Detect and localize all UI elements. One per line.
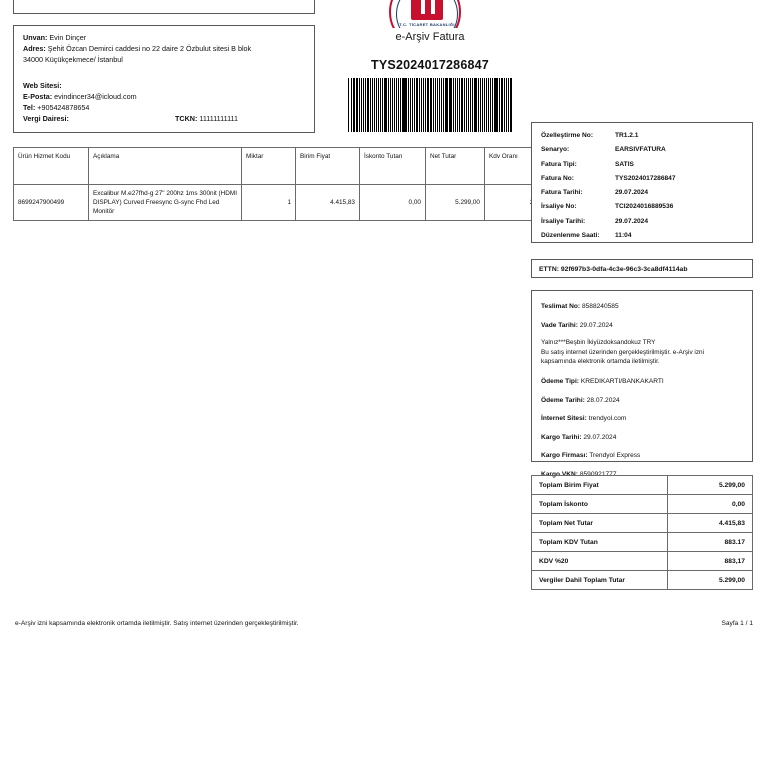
payment-type-label: Ödeme Tipi:	[541, 377, 579, 385]
shipping-date-label: Kargo Tarihi:	[541, 433, 582, 441]
buyer-tckn-value: 11111111111	[199, 114, 238, 124]
totals-row	[532, 495, 753, 514]
buyer-address-line2: 34000 Küçükçekmece/ İstanbul	[23, 55, 123, 65]
buyer-title-label: Unvan:	[23, 33, 48, 42]
totals-body	[532, 476, 753, 590]
meta-value: 11:04	[615, 232, 632, 240]
totals-label: Toplam KDV Tutan	[532, 533, 668, 552]
website-row	[541, 410, 743, 429]
shipping-company-label: Kargo Firması:	[541, 452, 588, 460]
cell-unit-price: 4.415,83	[296, 185, 360, 221]
meta-value: 29.07.2024	[615, 217, 649, 225]
payment-date-row	[541, 392, 743, 411]
meta-key: Özelleştirme No:	[541, 132, 594, 139]
col-header-net: Net Tutar	[426, 148, 485, 185]
meta-key: Fatura Tarihi:	[541, 189, 583, 197]
meta-row	[541, 215, 743, 229]
invoice-number-heading: TYS2024017286847	[371, 58, 489, 72]
totals-amount: 5.299,00	[668, 476, 753, 495]
table-row	[14, 185, 597, 221]
meta-row	[541, 200, 743, 214]
delivery-number-label: Teslimat No:	[541, 303, 581, 310]
logo-arc-text: T.C. TİCARET BAKANLIĞI	[399, 22, 455, 27]
line-items-table	[13, 147, 597, 221]
buyer-tckn-label: TCKN:	[175, 114, 198, 124]
cell-product-code: 8699247900499	[14, 185, 89, 221]
due-date-value: 29.07.2024	[579, 321, 613, 329]
payment-type-value: KREDIKARTI/BANKAKARTI	[580, 377, 664, 385]
meta-value: TYS2024017286847	[615, 174, 676, 182]
seller-info-box	[13, 0, 315, 14]
col-header-vatrate: Kdv Oranı	[485, 148, 542, 185]
totals-amount: 0,00	[668, 495, 753, 514]
website-label: İnternet Sitesi:	[541, 415, 587, 423]
buyer-taxoffice-tckn-row	[23, 113, 305, 124]
buyer-taxoffice-label: Vergi Dairesi:	[23, 114, 69, 124]
ettn-box	[531, 259, 753, 278]
delivery-number-row	[541, 298, 743, 317]
totals-row	[532, 571, 753, 590]
col-header-qty: Miktar	[242, 148, 296, 185]
totals-row	[532, 552, 753, 571]
buyer-phone-value: +905424878654	[37, 103, 90, 113]
cell-net-amount: 5.299,00	[426, 185, 485, 221]
totals-amount: 5.299,00	[668, 571, 753, 590]
meta-key: İrsaliye Tarihi:	[541, 217, 586, 225]
delivery-number-value: 8588240585	[581, 303, 619, 310]
buyer-website-label: Web Sitesi:	[23, 80, 62, 90]
document-type-title: e-Arşiv Fatura	[395, 31, 465, 43]
col-header-discount: İskonto Tutan	[360, 148, 426, 185]
buyer-address-line1: Şehit Özcan Demirci caddesi no 22 daire 2 Özbulut sitesi B blok	[47, 44, 252, 54]
footer-page-number: Sayfa 1 / 1	[721, 620, 753, 627]
ettn-text: ETTN: 92f697b3-0dfa-4c3e-96c3-3ca8df4114ab	[539, 266, 688, 273]
amount-in-words: Yalnız***Beşbin İkiyüzdoksandokuz TRY	[541, 339, 656, 347]
meta-row	[541, 172, 743, 186]
totals-amount: 4.415,83	[668, 514, 753, 533]
meta-row	[541, 129, 743, 143]
website-value: trendyol.com	[588, 415, 627, 423]
totals-label: Vergiler Dahil Toplam Tutar	[532, 571, 668, 590]
buyer-email-row	[23, 91, 305, 102]
buyer-phone-row	[23, 102, 305, 113]
shipping-date-row	[541, 429, 743, 448]
buyer-spacer	[23, 66, 305, 80]
totals-row	[532, 514, 753, 533]
sales-note-line2: kapsamında elektronik ortamda iletilmiştir.	[541, 358, 660, 366]
buyer-address-row	[23, 43, 305, 54]
meta-value: SATIS	[615, 160, 634, 168]
sales-note-line1: Bu satış internet üzerinden gerçekleştirilmiştir. e-Arşiv izni	[541, 348, 705, 356]
invoice-barcode	[348, 78, 512, 132]
meta-key: İrsaliye No:	[541, 203, 577, 211]
buyer-tckn-cell	[175, 113, 238, 124]
meta-row	[541, 158, 743, 172]
line-items-header	[14, 148, 597, 185]
shipping-date-value: 29.07.2024	[583, 433, 617, 441]
buyer-phone-label: Tel:	[23, 103, 36, 113]
due-date-row	[541, 317, 743, 336]
payment-date-value: 28.07.2024	[586, 396, 620, 404]
meta-value: EARSIVFATURA	[615, 146, 666, 154]
buyer-website-row	[23, 80, 305, 91]
invoice-meta-box	[531, 122, 753, 243]
table-header-row	[14, 148, 597, 185]
logo-emblem-shape	[411, 0, 443, 20]
ministry-logo-icon	[389, 0, 463, 28]
buyer-email-label: E-Posta:	[23, 91, 53, 101]
logo-slit-one	[421, 0, 425, 14]
payment-date-label: Ödeme Tarihi:	[541, 396, 585, 404]
cell-discount: 0,00	[360, 185, 426, 221]
logo-outer-circle	[389, 0, 461, 28]
meta-row	[541, 229, 743, 243]
barcode-gap	[512, 78, 513, 132]
totals-row	[532, 476, 753, 495]
totals-label: KDV %20	[532, 552, 668, 571]
line-items-body	[14, 185, 597, 221]
logo-slit-two	[431, 0, 435, 14]
col-header-desc: Açıklama	[89, 148, 242, 185]
totals-table	[531, 475, 753, 590]
buyer-address-label: Adres:	[23, 44, 46, 54]
shipping-company-row	[541, 447, 743, 466]
shipping-company-value: Trendyol Express	[589, 452, 641, 460]
col-header-price: Birim Fiyat	[296, 148, 360, 185]
totals-amount: 883,17	[668, 552, 753, 571]
totals-label: Toplam İskonto	[532, 495, 668, 514]
meta-key: Fatura Tipi:	[541, 160, 577, 168]
payment-type-row	[541, 373, 743, 392]
totals-label: Toplam Birim Fiyat	[532, 476, 668, 495]
meta-value: 29.07.2024	[615, 189, 649, 197]
buyer-title-value: Evin Dinçer	[49, 33, 87, 42]
amount-in-words-note	[541, 338, 743, 367]
totals-amount: 883.17	[668, 533, 753, 552]
shipping-vkn-value: 8590921777	[579, 470, 617, 478]
meta-value: TR1.2.1	[615, 132, 639, 139]
meta-key: Düzenlenme Saati:	[541, 232, 600, 240]
buyer-title-row	[23, 32, 305, 43]
buyer-taxoffice-cell	[23, 113, 175, 124]
due-date-label: Vade Tarihi:	[541, 321, 578, 329]
meta-key: Fatura No:	[541, 174, 574, 182]
buyer-info-box	[13, 25, 315, 133]
totals-row	[532, 533, 753, 552]
buyer-email-value: evindincer34@icloud.com	[54, 91, 137, 101]
meta-value: TCI2024016889536	[615, 203, 674, 211]
meta-row	[541, 186, 743, 200]
footer-note: e-Arşiv izni kapsamında elektronik ortamda iletilmiştir. Satış internet üzerinden gerçekleştirilmiştir.	[15, 620, 299, 627]
delivery-payment-box	[531, 290, 753, 478]
totals-label: Toplam Net Tutar	[532, 514, 668, 533]
shipping-vkn-label: Kargo VKN:	[541, 470, 578, 478]
col-header-code: Ürün Hizmet Kodu	[14, 148, 89, 185]
cell-quantity: 1	[242, 185, 296, 221]
cell-description: Excalibur M.e27fhd-g 27" 200hz 1ms 300nit (HDMI DISPLAY) Curved Freesync G-sync Fhd Led Monitör	[89, 185, 242, 221]
meta-row	[541, 143, 743, 157]
meta-key: Senaryo:	[541, 146, 570, 154]
